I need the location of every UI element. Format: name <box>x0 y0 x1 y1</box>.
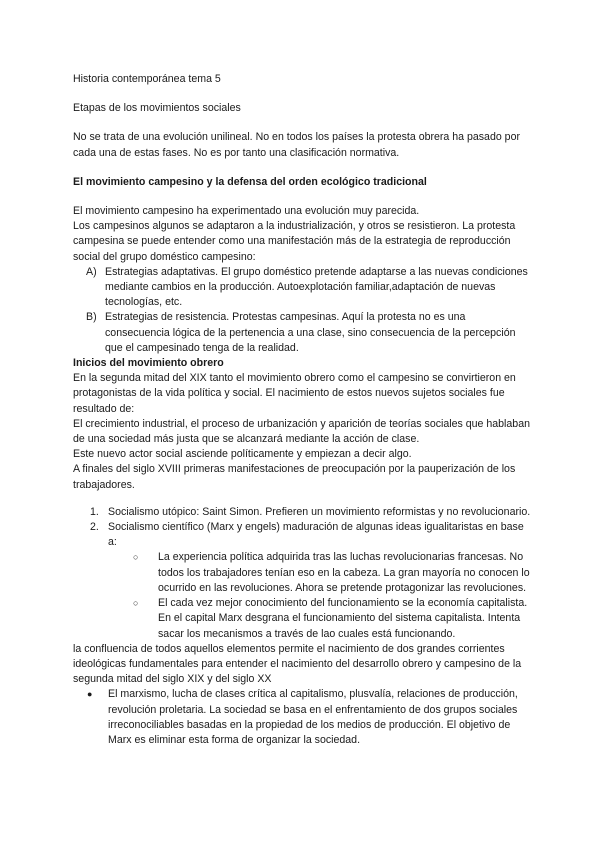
list-item-text: El cada vez mejor conocimiento del funcionamiento se la economía capitalista. En el capital Marx desgrana el funcionamiento del sistema capitalista. Intenta sacar los mecanismos a través de lao cuales está funcionando. <box>158 597 528 640</box>
list-marker: 1. <box>90 505 99 518</box>
list-item-text: Estrategias de resistencia. Protestas campesinas. Aquí la protesta no es una consecuencia lógica de la pertenencia a una clase, sino consecuencia de la percepción que el campesinado tenga de la realidad. <box>105 311 516 354</box>
paragraph: En la segunda mitad del XIX tanto el movimiento obrero como el campesino se convirtieron en protagonistas de la vida política y social. El nacimiento de estos nuevos sujetos sociales fue resultado de: <box>73 372 516 415</box>
intro-paragraph: No se trata de una evolución unilineal. No en todos los países la protesta obrera ha pasado por cada una de estas fases. No es por tanto una clasificación normativa. <box>73 131 520 159</box>
sub-list <box>73 550 533 641</box>
list-marker: B) <box>86 311 97 324</box>
document-title: Historia contemporánea tema 5 <box>73 73 221 85</box>
document-body <box>73 72 533 748</box>
list-item-text: El marxismo, lucha de clases crítica al capitalismo, plusvalía, relaciones de producción, revolución proletaria. La sociedad se basa en el enfrentamiento de dos grupos sociales irreconociliables basadas en la propiedad de los medios de producción. El objetivo de Marx es eliminar esta forma de organizar la sociedad. <box>108 688 518 746</box>
paragraph: A finales del siglo XVIII primeras manifestaciones de preocupación por la pauperización de los trabajadores. <box>73 463 516 491</box>
bullet-list <box>73 687 533 748</box>
paragraph: la confluencia de todos aquellos elementos permite el nacimiento de dos grandes corrientes ideológicas fundamentales para entender el nacimiento del desarrollo obrero y campesino de la segunda mitad del siglo XIX y del siglo XX <box>73 642 522 686</box>
strategies-list <box>73 265 533 356</box>
section-heading-campesino: El movimiento campesino y la defensa del orden ecológico tradicional <box>73 175 427 188</box>
paragraph: El crecimiento industrial, el proceso de urbanización y aparición de teorías sociales que hablaban de una sociedad más justa que se alcanzará mediante la acción de clase. <box>73 417 530 446</box>
paragraph: Los campesinos algunos se adaptaron a la industrialización, y otros se resistieron. La protesta campesina se puede entender como una manifestación más de la estrategia de reproducción social del grupo doméstico campesino: <box>73 220 516 263</box>
list-item-text: Estrategias adaptativas. El grupo doméstico pretende adaptarse a las nuevas condiciones mediante cambios en la producción. Autoexplotación familiar,adaptación de nuevas tecnologías, etc. <box>105 265 528 309</box>
list-item <box>73 520 533 550</box>
list-item <box>73 687 533 748</box>
list-item-text: Socialismo utópico: Saint Simon. Prefieren un movimiento reformistas y no revolucionario. <box>108 505 531 518</box>
section-heading-obrero: Inicios del movimiento obrero <box>73 357 224 370</box>
list-item-text: Socialismo científico (Marx y engels) maduración de algunas ideas igualitaristas en base a: <box>108 521 524 549</box>
paragraph: El movimiento campesino ha experimentado una evolución muy parecida. <box>73 205 420 218</box>
list-marker: A) <box>86 265 97 278</box>
list-item <box>73 310 533 356</box>
paragraph: Este nuevo actor social asciende políticamente y empiezan a decir algo. <box>73 448 412 461</box>
list-marker: 2. <box>90 521 99 534</box>
list-item-text: La experiencia política adquirida tras las luchas revolucionarias francesas. No todos los trabajadores tenían eso en la cabeza. La gran mayoría no conocen lo ocurrido en las revoluciones. Ahora se pretende protagonizar las revoluciones. <box>158 551 530 594</box>
circle-bullet-icon: ○ <box>133 598 139 609</box>
document-subtitle: Etapas de los movimientos sociales <box>73 102 241 115</box>
list-item <box>73 505 533 520</box>
list-item <box>73 550 533 596</box>
socialism-list <box>73 505 533 551</box>
list-item <box>73 265 533 311</box>
list-item <box>73 596 533 642</box>
circle-bullet-icon: ○ <box>133 552 139 563</box>
disc-bullet-icon: ● <box>87 689 93 700</box>
